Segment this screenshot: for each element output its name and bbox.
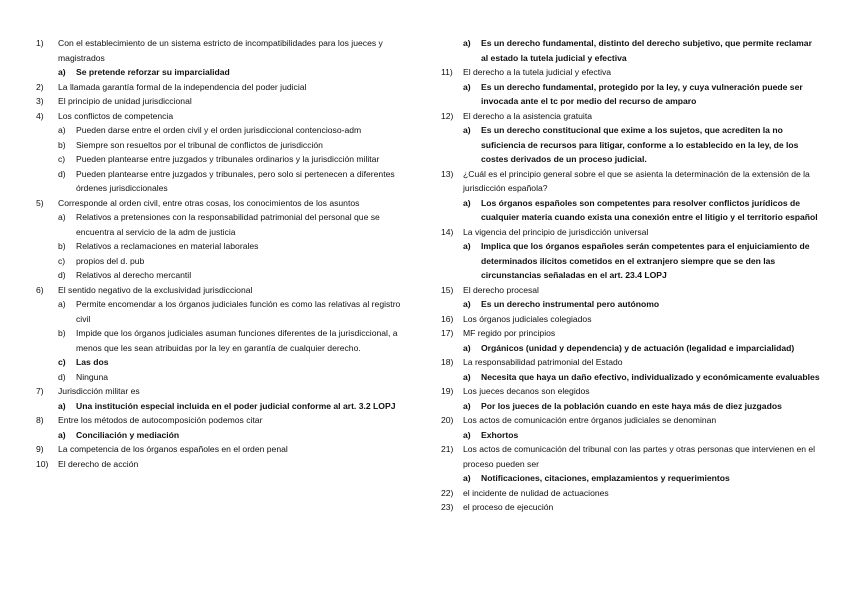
question [36,109,416,124]
question-text: Corresponde al orden civil, entre otras cosas, los conocimientos de los asuntos [58,197,360,208]
option-letter: a) [463,429,471,440]
question [36,94,416,109]
answer-option [36,167,416,196]
option-text: Exhortos [481,429,519,440]
option-text: Una institución especial incluida en el poder judicial conforme al art. 3.2 LOPJ [76,400,396,411]
question-number: 13) [441,168,454,179]
option-text: Implica que los órganos españoles serán competentes para el enjuiciamiento de determinados ilícitos cometidos en el extranjero siempre que se den las circunstancias señaladas en el art. 23.4 LOPJ [481,241,810,280]
option-text: Relativos a reclamaciones en material laborales [76,241,259,251]
question-number: 21) [441,444,454,454]
answer-option [36,355,416,370]
option-text: Necesita que haya un daño efectivo, individualizado y económicamente evaluables [481,371,820,382]
option-letter: d) [58,168,66,179]
option-text: Siempre son resueltos por el tribunal de conflictos de jurisdicción [76,139,323,150]
option-letter: c) [58,255,66,266]
question-text: El derecho procesal [463,284,539,295]
option-text: Impide que los órganos judiciales asuman funciones diferentes de la jurisdiccional, a menos que les sean atribuidas por la ley en garantía de cualquier derecho. [76,328,398,353]
question [36,80,416,95]
question-text: El sentido negativo de la exclusividad jurisdiccional [58,284,253,295]
question-text: El principio de unidad jurisdiccional [58,96,192,106]
question [441,109,821,124]
option-text: Se pretende reforzar su imparcialidad [76,67,230,77]
question-text: Con el establecimiento de un sistema estricto de incompatibilidades para los jueces y magistrados [58,38,383,63]
question-number: 18) [441,357,454,367]
question-text: La vigencia del principio de jurisdicción universal [463,226,649,237]
option-text: Orgánicos (unidad y dependencia) y de actuación (legalidad e imparcialidad) [481,342,795,353]
answer-option [36,428,416,443]
question [36,413,416,428]
option-text: propios del d. pub [76,255,145,266]
option-text: Relativos a pretensiones con la responsabilidad patrimonial del personal que se encuentra al servicio de la adm de justicia [76,212,380,237]
answer-option [36,152,416,167]
question-text: La llamada garantía formal de la independencia del poder judicial [58,81,307,92]
option-text: Las dos [76,357,109,367]
answer-option [441,196,821,225]
question [36,457,416,472]
option-letter: a) [463,197,471,208]
option-letter: a) [58,212,66,222]
option-letter: b) [58,139,66,150]
answer-option [441,428,821,443]
question [441,413,821,428]
answer-option [441,80,821,109]
answer-option [36,123,416,138]
question-number: 5) [36,197,44,208]
question [441,312,821,327]
option-text: Conciliación y mediación [76,429,180,440]
question-number: 19) [441,386,454,396]
question [441,283,821,298]
question-text: El derecho de acción [58,458,139,469]
question-text: La responsabilidad patrimonial del Estado [463,357,623,367]
question-number: 17) [441,328,454,338]
answer-option [36,254,416,269]
option-text: Relativos al derecho mercantil [76,270,192,280]
question-number: 22) [441,487,454,498]
question-text: Los actos de comunicación del tribunal con las partes y otras personas que intervienen en el proceso pueden ser [463,444,816,469]
answer-option [441,239,821,283]
question-number: 8) [36,415,44,425]
question [441,355,821,370]
question [441,486,821,501]
answer-option [441,123,821,167]
question-text: el incidente de nulidad de actuaciones [463,487,609,498]
question [441,65,821,80]
option-text: Es un derecho fundamental, distinto del derecho subjetivo, que permite reclamar al estado la tutela judicial y efectiva [481,38,812,63]
question [441,500,821,515]
option-letter: a) [58,400,66,411]
option-letter: c) [58,357,66,367]
question [441,225,821,240]
option-text: Es un derecho instrumental pero autónomo [481,299,660,309]
question-text: El derecho a la tutela judicial y efectiva [463,67,612,77]
answer-option [441,471,821,486]
option-letter: a) [463,125,471,135]
question-number: 11) [441,67,453,77]
question-text: La competencia de los órganos españoles en el orden penal [58,444,288,454]
option-text: Es un derecho fundamental, protegido por la ley, y cuya vulneración puede ser invocada ante el tc por medio del recurso de amparo [481,81,803,106]
option-letter: a) [58,429,66,440]
question-text: Los órganos judiciales colegiados [463,313,592,324]
question-text: Entre los métodos de autocomposición podemos citar [58,415,263,425]
question [441,326,821,341]
question [441,442,821,471]
question [36,384,416,399]
question-text: ¿Cuál es el principio general sobre el que se asienta la determinación de la extensión de la jurisdicción española? [463,168,810,193]
answer-option [36,239,416,254]
option-letter: a) [463,473,471,483]
answer-option [441,341,821,356]
option-letter: a) [463,241,471,251]
option-letter: a) [463,342,471,353]
question-number: 9) [36,444,44,454]
question-text: Los actos de comunicación entre órganos judiciales se denominan [463,415,717,425]
question-number: 14) [441,226,454,237]
question [36,442,416,457]
question-number: 1) [36,38,44,48]
answer-option [36,268,416,283]
answer-option [441,370,821,385]
question-text: Los conflictos de competencia [58,110,174,121]
option-text: Es un derecho constitucional que exime a los sujetos, que acrediten la no suficiencia de recursos para litigar, conforme a lo establecido en la ley, de los costes derivados de un proceso judicial. [481,125,799,164]
answer-option [441,36,821,65]
question [441,384,821,399]
option-text: Pueden plantearse entre juzgados y tribunales, pero solo si pertenecen a diferentes órdenes jurisdiccionales [76,168,395,193]
question-number: 15) [441,284,454,295]
option-letter: a) [463,299,471,309]
option-letter: a) [58,299,66,309]
question-text: El derecho a la asistencia gratuita [463,110,592,121]
question [36,36,416,65]
option-letter: d) [58,371,66,382]
answer-option [36,326,416,355]
question-text: el proceso de ejecución [463,502,554,512]
option-text: Pueden darse entre el orden civil y el orden jurisdiccional contencioso-adm [76,125,362,135]
question-number: 16) [441,313,454,324]
question-number: 20) [441,415,454,425]
answer-option [36,210,416,239]
option-text: Pueden plantearse entre juzgados y tribunales ordinarios y la jurisdicción militar [76,154,380,164]
question-number: 3) [36,96,44,106]
right-column [441,36,821,515]
question [36,283,416,298]
question-number: 10) [36,458,49,469]
option-text: Los órganos españoles son competentes para resolver conflictos jurídicos de cualquier materia cuando exista una conexión entre el litigio y el territorio español [481,197,818,222]
option-text: Ninguna [76,371,109,382]
question-number: 23) [441,502,454,512]
answer-option [36,399,416,414]
option-letter: a) [58,125,66,135]
option-text: Por los jueces de la población cuando en este haya más de diez juzgados [481,400,782,411]
question-number: 2) [36,81,44,92]
question-number: 12) [441,110,454,121]
option-text: Permite encomendar a los órganos judiciales función es como las relativas al registro civil [76,299,401,324]
option-letter: a) [463,400,471,411]
answer-option [36,297,416,326]
option-text: Notificaciones, citaciones, emplazamientos y requerimientos [481,473,730,483]
question-number: 7) [36,386,44,396]
option-letter: c) [58,154,66,164]
option-letter: b) [58,241,66,251]
option-letter: a) [58,67,66,77]
option-letter: b) [58,328,66,338]
option-letter: d) [58,270,66,280]
question-text: MF regido por principios [463,328,556,338]
answer-option [36,138,416,153]
question-number: 6) [36,284,44,295]
answer-option [36,370,416,385]
option-letter: a) [463,38,471,48]
left-column [36,36,416,471]
option-letter: a) [463,81,471,92]
question [36,196,416,211]
answer-option [441,297,821,312]
answer-option [441,399,821,414]
option-letter: a) [463,371,471,382]
question-text: Los jueces decanos son elegidos [463,386,590,396]
question [441,167,821,196]
answer-option [36,65,416,80]
question-number: 4) [36,110,44,121]
question-text: Jurisdicción militar es [58,386,140,396]
